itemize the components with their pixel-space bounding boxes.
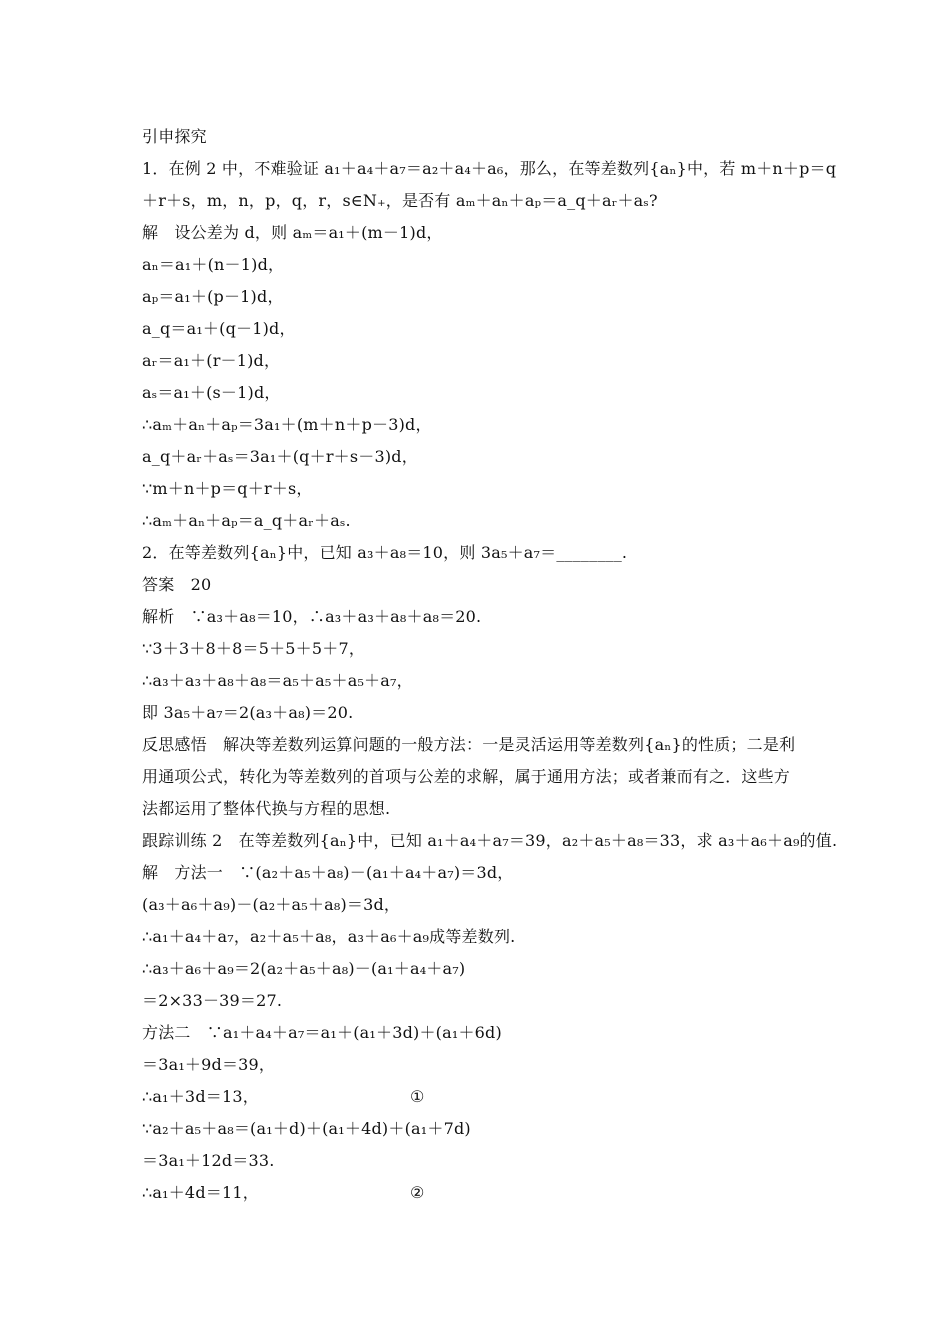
formula-line: ＝3a₁＋12d＝33. [142, 1151, 275, 1170]
formula-line: ∴a₁＋3d＝13， [142, 1087, 259, 1106]
formula-line: a_q＝a₁＋(q－1)d， [142, 319, 296, 338]
exercise-2: 跟踪训练 2 在等差数列{aₙ}中，已知 a₁＋a₄＋a₇＝39，a₂＋a₅＋a₈＝33，求 a₃＋a₆＋a₉的值. [142, 831, 838, 850]
formula-line: aₚ＝a₁＋(p－1)d， [142, 287, 284, 306]
question-1-line-1: 1．在例 2 中，不难验证 a₁＋a₄＋a₇＝a₂＋a₄＋a₆，那么，在等差数列{aₙ}中，若 m＋n＋p＝q [142, 159, 837, 178]
method-2-line: 方法二 ∵a₁＋a₄＋a₇＝a₁＋(a₁＋3d)＋(a₁＋6d) [142, 1023, 502, 1042]
formula-line: (a₃＋a₆＋a₉)－(a₂＋a₅＋a₈)＝3d， [142, 895, 401, 914]
method-1-line: 解 方法一 ∵(a₂＋a₅＋a₈)－(a₁＋a₄＋a₇)＝3d， [142, 863, 514, 882]
answer-line: 答案 20 [142, 575, 212, 594]
formula-line: ∵3＋3＋8＋8＝5＋5＋5＋7， [142, 639, 366, 658]
section-heading: 引申探究 [142, 127, 207, 146]
formula-line: aᵣ＝a₁＋(r－1)d， [142, 351, 281, 370]
formula-line: 即 3a₅＋a₇＝2(a₃＋a₈)＝20. [142, 703, 354, 722]
equation-mark-1: ① [410, 1087, 425, 1106]
formula-line: ＝3a₁＋9d＝39， [142, 1055, 276, 1074]
formula-line: ∴aₘ＋aₙ＋aₚ＝3a₁＋(m＋n＋p－3)d， [142, 415, 432, 434]
formula-line: aₛ＝a₁＋(s－1)d， [142, 383, 281, 402]
formula-line: ∵a₂＋a₅＋a₈＝(a₁＋d)＋(a₁＋4d)＋(a₁＋7d) [142, 1119, 471, 1138]
solution-line: 解 设公差为 d，则 aₘ＝a₁＋(m－1)d， [142, 223, 443, 242]
reflection-line-3: 法都运用了整体代换与方程的思想. [142, 799, 391, 818]
formula-line: ∴a₃＋a₃＋a₈＋a₈＝a₅＋a₅＋a₅＋a₇， [142, 671, 413, 690]
reflection-line-1: 反思感悟 解决等差数列运算问题的一般方法：一是灵活运用等差数列{aₙ}的性质；二是利 [142, 735, 796, 754]
formula-line: ∴a₃＋a₆＋a₉＝2(a₂＋a₅＋a₈)－(a₁＋a₄＋a₇) [142, 959, 466, 978]
equation-mark-2: ② [410, 1183, 425, 1202]
formula-line: ∴a₁＋a₄＋a₇，a₂＋a₅＋a₈，a₃＋a₆＋a₉成等差数列. [142, 927, 516, 946]
formula-line: ∴aₘ＋aₙ＋aₚ＝a_q＋aᵣ＋aₛ. [142, 511, 351, 530]
analysis-line: 解析 ∵a₃＋a₈＝10，∴a₃＋a₃＋a₈＋a₈＝20. [142, 607, 482, 626]
question-2: 2．在等差数列{aₙ}中，已知 a₃＋a₈＝10，则 3a₅＋a₇＝________. [142, 543, 628, 562]
formula-line: aₙ＝a₁＋(n－1)d， [142, 255, 285, 274]
formula-line: a_q＋aᵣ＋aₛ＝3a₁＋(q＋r＋s－3)d， [142, 447, 418, 466]
formula-line: ＝2×33－39＝27. [142, 991, 283, 1010]
formula-line: ∵m＋n＋p＝q＋r＋s， [142, 479, 313, 498]
reflection-line-2: 用通项公式，转化为等差数列的首项与公差的求解，属于通用方法；或者兼而有之．这些方 [142, 767, 791, 786]
question-1-line-2: ＋r＋s，m，n，p，q，r，s∈N₊，是否有 aₘ＋aₙ＋aₚ＝a_q＋aᵣ＋aₛ? [142, 191, 658, 210]
formula-line: ∴a₁＋4d＝11， [142, 1183, 259, 1202]
